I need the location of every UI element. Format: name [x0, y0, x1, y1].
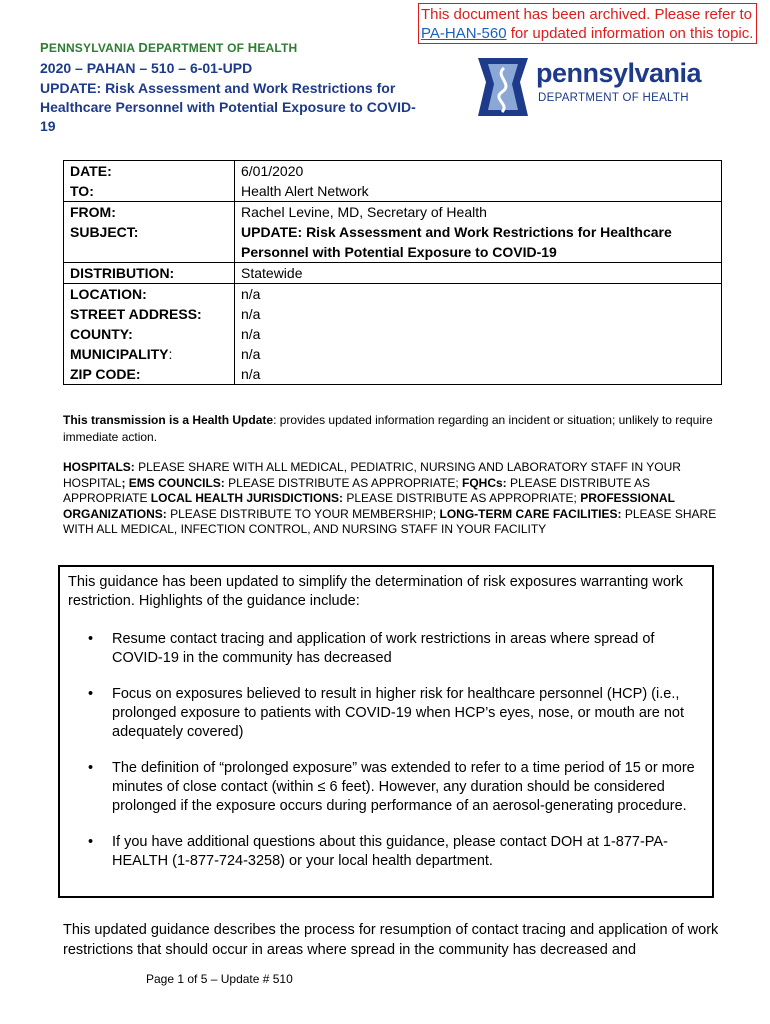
list-item	[68, 759, 704, 816]
memo-value: n/a	[241, 366, 261, 382]
share-label: LONG-TERM CARE FACILITIES:	[439, 506, 622, 521]
memo-label: STREET ADDRESS:	[64, 304, 235, 324]
agency-cap: D	[138, 40, 148, 55]
share-label: LOCAL HEALTH JURISDICTIONS:	[150, 491, 344, 506]
guidance-list	[68, 630, 704, 871]
archive-notice-text-end: for updated information on this topic.	[506, 25, 754, 42]
list-item	[68, 833, 704, 871]
share-label: FQHCs:	[462, 475, 507, 490]
archive-notice	[418, 3, 757, 44]
agency-part: EALTH	[257, 41, 298, 55]
page-footer: Page 1 of 5 – Update # 510	[146, 972, 293, 986]
memo-value: n/a	[235, 284, 722, 305]
memo-row-subject	[64, 222, 722, 263]
memo-label	[64, 344, 235, 364]
share-text: PLEASE SHARE WITH ALL MEDICAL, PEDIATRIC, NURSING AND LABORATORY STAFF IN YOUR HOSPITAL	[63, 460, 681, 490]
distribution-instructions	[63, 460, 723, 538]
share-label: HOSPITALS:	[63, 460, 135, 474]
memo-value: Statewide	[235, 263, 722, 284]
memo-row-location	[64, 284, 722, 305]
share-label: ; EMS COUNCILS:	[121, 475, 225, 490]
memo-label: LOCATION:	[64, 284, 235, 305]
memo-row-street	[64, 304, 722, 324]
bullet-icon: •	[88, 760, 94, 776]
memo-row-from	[64, 202, 722, 223]
memo-value: n/a	[241, 306, 261, 322]
memo-row-date	[64, 161, 722, 182]
share-text: PLEASE DISTRIBUTE AS APPROPRIATE;	[224, 475, 462, 490]
memo-label: DATE:	[64, 161, 235, 182]
share-text: PLEASE DISTRIBUTE AS APPROPRIATE;	[343, 491, 581, 506]
agency-name	[40, 40, 297, 55]
list-item-text: If you have additional questions about this guidance, please contact DOH at 1-877-PA-HEALTH (1-877-724-3258) or your local health department.	[112, 834, 668, 869]
share-text: PLEASE DISTRIBUTE TO YOUR MEMBERSHIP;	[166, 506, 440, 521]
memo-row-to	[64, 181, 722, 202]
agency-part: ENNSYLVANIA	[48, 41, 139, 55]
memo-label: SUBJECT:	[64, 222, 235, 263]
pa-health-logo	[472, 54, 712, 120]
transmission-text: : provides updated information regarding an incident or situation; unlikely to require immediate action.	[63, 413, 713, 444]
bullet-icon: •	[88, 834, 94, 850]
municipality-label: MUNICIPALITY	[70, 346, 169, 362]
agency-cap: H	[247, 40, 258, 55]
body-paragraph: This updated guidance describes the process for resumption of contact tracing and application of work restrictions that should occur in areas where spread in the community has decreased and	[63, 922, 719, 958]
agency-part: EPARTMENT OF	[148, 41, 248, 55]
memo-header-table	[63, 160, 722, 385]
keystone-icon	[472, 54, 534, 120]
memo-row-county	[64, 324, 722, 344]
agency-cap: P	[40, 40, 49, 55]
guidance-highlights-box	[58, 565, 714, 898]
list-item-text: Focus on exposures believed to result in higher risk for healthcare personnel (HCP) (i.e., prolonged exposure to patients with COVID-19 when HCP’s eyes, nose, or mouth are not adequately covered)	[112, 686, 684, 740]
memo-label: DISTRIBUTION:	[64, 263, 235, 284]
archive-notice-text: This document has been archived. Please refer to	[421, 6, 753, 23]
memo-value: n/a	[241, 326, 261, 342]
memo-row-municipality	[64, 344, 722, 364]
bullet-icon: •	[88, 631, 94, 647]
logo-department: DEPARTMENT OF HEALTH	[538, 92, 689, 104]
memo-label: ZIP CODE:	[64, 364, 235, 385]
list-item	[68, 630, 704, 668]
memo-subject: UPDATE: Risk Assessment and Work Restrictions for Healthcare Personnel with Potential Exposure to COVID-19	[241, 224, 672, 260]
memo-row-distribution	[64, 263, 722, 284]
share-text: PLEASE SHARE WITH ALL MEDICAL, INFECTION CONTROL, AND NURSING STAFF IN YOUR FACILITY	[63, 506, 717, 537]
memo-value: n/a	[241, 346, 261, 362]
municipality-colon: :	[168, 346, 173, 362]
document-title: UPDATE: Risk Assessment and Work Restrictions for Healthcare Personnel with Potential Exposure to COVID-19	[40, 80, 416, 134]
memo-label: FROM:	[64, 202, 235, 223]
transmission-type	[63, 412, 723, 446]
memo-value: Rachel Levine, MD, Secretary of Health	[235, 202, 722, 223]
memo-value: 6/01/2020	[241, 163, 304, 179]
memo-value: Health Alert Network	[241, 183, 369, 199]
memo-label: TO:	[64, 181, 235, 202]
list-item-text: The definition of “prolonged exposure” was extended to refer to a time period of 15 or more minutes of close contact (within ≤ 6 feet). However, any duration should be considered prolonged if the exposure occurs during performance of an aerosol-generating procedure.	[112, 760, 695, 814]
logo-wordmark: pennsylvania	[536, 58, 702, 88]
memo-row-zip	[64, 364, 722, 385]
share-text: PLEASE DISTRIBUTE AS APPROPRIATE	[63, 475, 651, 506]
list-item	[68, 685, 704, 742]
bullet-icon: •	[88, 686, 94, 702]
han-identifier: 2020 – PAHAN – 510 – 6-01-UPD	[40, 60, 253, 76]
share-label: PROFESSIONAL ORGANIZATIONS:	[63, 491, 675, 521]
memo-label: COUNTY:	[64, 324, 235, 344]
guidance-intro: This guidance has been updated to simplify the determination of risk exposures warranting work restriction. Highlights of the guidance include:	[68, 574, 683, 609]
list-item-text: Resume contact tracing and application of work restrictions in areas where spread of COVID-19 in the community has decreased	[112, 631, 655, 666]
transmission-label: This transmission is a Health Update	[63, 413, 274, 427]
archive-reference-link[interactable]: PA-HAN-560	[421, 25, 507, 42]
